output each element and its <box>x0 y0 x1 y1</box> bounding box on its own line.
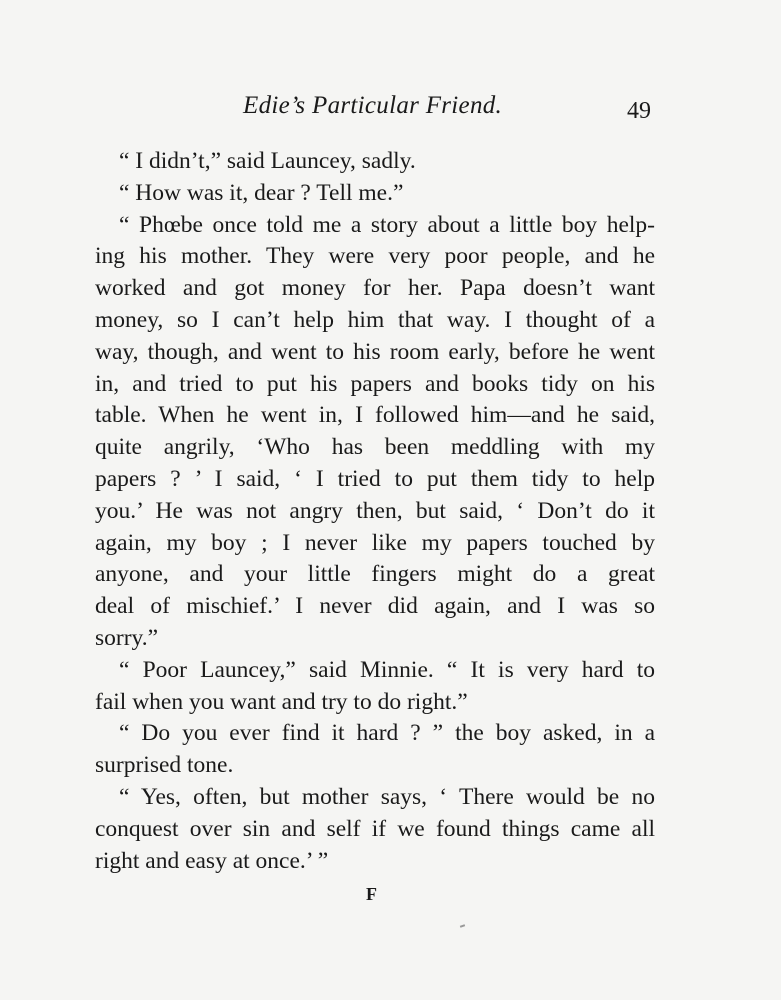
text-line: conquest over sin and self if we found things came all <box>95 815 655 842</box>
text-line: fail when you want and try to do right.” <box>95 688 468 715</box>
text-line: money, so I can’t help him that way. I thought of a <box>95 306 655 333</box>
text-line: “ Poor Launcey,” said Minnie. “ It is very hard to <box>119 656 655 683</box>
text-line: anyone, and your little fingers might do a great <box>95 561 655 588</box>
text-line: table. When he went in, I followed him—and he said, <box>95 402 655 429</box>
text-line: quite angrily, ‘Who has been meddling with my <box>95 434 655 461</box>
text-line: surprised tone. <box>95 752 234 779</box>
text-line: way, though, and went to his room early, before he went <box>95 338 655 365</box>
text-line: sorry.” <box>95 624 159 651</box>
text-line: again, my boy ; I never like my papers touched by <box>95 529 655 556</box>
paper-speck <box>460 924 465 928</box>
text-line: ing his mother. They were very poor people, and he <box>95 243 655 270</box>
text-line: “ Yes, often, but mother says, ‘ There would be no <box>119 783 655 810</box>
text-line: “ Phœbe once told me a story about a little boy help- <box>119 211 655 238</box>
text-line: “ I didn’t,” said Launcey, sadly. <box>119 148 416 174</box>
running-head-title: Edie’s Particular Friend. <box>243 92 503 119</box>
body-text <box>95 146 655 877</box>
running-header <box>0 92 781 128</box>
text-line: worked and got money for her. Papa doesn’t want <box>95 275 655 302</box>
text-line: papers ? ’ I said, ‘ I tried to put them tidy to help <box>95 465 655 492</box>
printer-signature-mark: F <box>366 884 378 904</box>
text-line: “ How was it, dear ? Tell me.” <box>119 179 404 206</box>
text-line: deal of mischief.’ I never did again, and I was so <box>95 593 655 620</box>
text-line: “ Do you ever find it hard ? ” the boy asked, in a <box>119 720 655 747</box>
text-line: right and easy at once.’ ” <box>95 847 329 874</box>
text-line: you.’ He was not angry then, but said, ‘ Don’t do it <box>95 497 655 524</box>
page-number: 49 <box>627 98 651 124</box>
text-line: in, and tried to put his papers and books tidy on his <box>95 370 655 397</box>
